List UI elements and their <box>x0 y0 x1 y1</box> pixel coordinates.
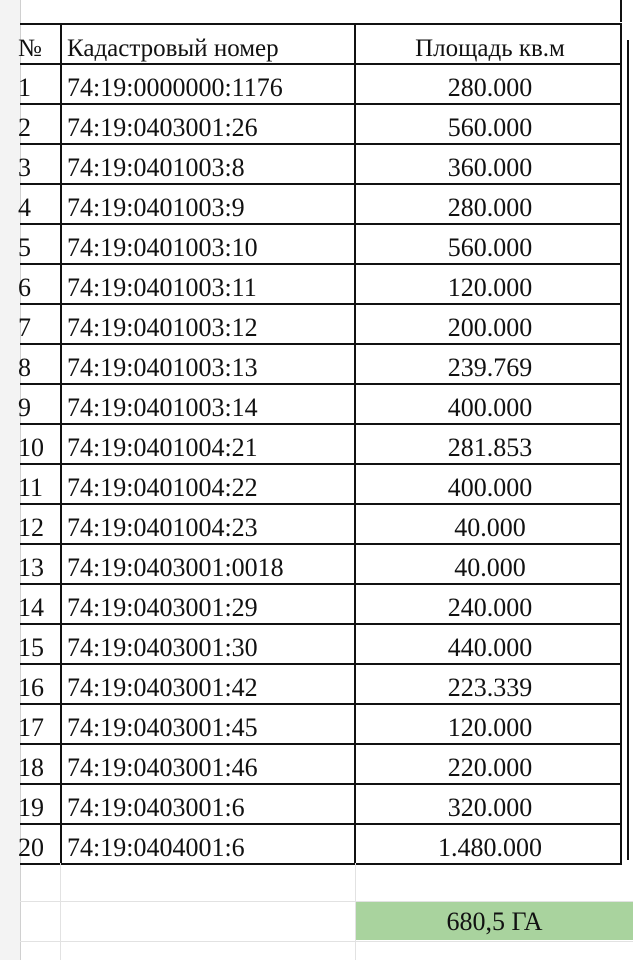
area-cell[interactable]: 240.000 <box>447 593 533 622</box>
cadastral-number-cell[interactable]: 74:19:0403001:26 <box>67 113 258 142</box>
row-num-cell[interactable]: 11 <box>18 473 44 502</box>
header-cadastral-number[interactable]: Кадастровый номер <box>67 35 279 62</box>
area-cell[interactable]: 40.000 <box>454 553 526 582</box>
top-empty-row[interactable] <box>20 0 622 22</box>
row-num-cell[interactable]: 12 <box>18 513 44 542</box>
row-num-cell[interactable]: 16 <box>18 673 44 702</box>
header-area[interactable]: Площадь кв.м <box>415 35 565 62</box>
row-num-cell[interactable]: 4 <box>18 193 31 222</box>
sheet-edge-line <box>627 40 629 860</box>
cadastral-number-cell[interactable]: 74:19:0401004:21 <box>67 433 258 462</box>
cadastral-number-cell[interactable]: 74:19:0401003:9 <box>67 193 245 222</box>
area-cell[interactable]: 281.853 <box>447 433 533 462</box>
row-num-cell[interactable]: 17 <box>18 713 44 742</box>
cadastral-number-cell[interactable]: 74:19:0404001:6 <box>67 833 245 862</box>
area-cell[interactable]: 320.000 <box>447 793 533 822</box>
row-num-cell[interactable]: 8 <box>18 353 31 382</box>
row-num-cell[interactable]: 1 <box>18 73 31 102</box>
row-num-cell[interactable]: 7 <box>18 313 31 342</box>
area-cell[interactable]: 40.000 <box>454 513 526 542</box>
sheet-gridline <box>60 863 61 960</box>
area-cell[interactable]: 400.000 <box>447 473 533 502</box>
cadastral-number-cell[interactable]: 74:19:0403001:29 <box>67 593 258 622</box>
area-cell[interactable]: 560.000 <box>447 233 533 262</box>
area-cell[interactable]: 400.000 <box>447 393 533 422</box>
cadastral-number-cell[interactable]: 74:19:0401003:14 <box>67 393 258 422</box>
area-cell[interactable]: 280.000 <box>447 193 533 222</box>
area-cell[interactable]: 200.000 <box>447 313 533 342</box>
area-cell[interactable]: 220.000 <box>447 753 533 782</box>
row-num-cell[interactable]: 13 <box>18 553 44 582</box>
cadastral-number-cell[interactable]: 74:19:0000000:1176 <box>67 73 283 102</box>
cadastral-number-cell[interactable]: 74:19:0403001:30 <box>67 633 258 662</box>
row-num-cell[interactable]: 10 <box>18 433 44 462</box>
header-num[interactable]: № <box>18 35 42 62</box>
row-num-cell[interactable]: 5 <box>18 233 31 262</box>
area-cell[interactable]: 223.339 <box>447 673 533 702</box>
row-num-cell[interactable]: 9 <box>18 393 31 422</box>
row-num-cell[interactable]: 6 <box>18 273 31 302</box>
total-area-cell[interactable]: 680,5 ГА <box>356 902 633 940</box>
row-num-cell[interactable]: 19 <box>18 793 44 822</box>
row-num-cell[interactable]: 20 <box>18 833 44 862</box>
cadastral-number-cell[interactable]: 74:19:0401003:10 <box>67 233 258 262</box>
cadastral-number-cell[interactable]: 74:19:0401003:8 <box>67 153 245 182</box>
cadastral-number-cell[interactable]: 74:19:0403001:6 <box>67 793 245 822</box>
area-cell[interactable]: 440.000 <box>447 633 533 662</box>
row-num-cell[interactable]: 14 <box>18 593 44 622</box>
cadastral-number-cell[interactable]: 74:19:0401003:11 <box>67 273 257 302</box>
cadastral-number-cell[interactable]: 74:19:0403001:42 <box>67 673 258 702</box>
cadastral-number-cell[interactable]: 74:19:0401003:12 <box>67 313 258 342</box>
row-num-cell[interactable]: 15 <box>18 633 44 662</box>
row-num-cell[interactable]: 18 <box>18 753 44 782</box>
area-cell[interactable]: 280.000 <box>447 73 533 102</box>
cadastral-number-cell[interactable]: 74:19:0401004:22 <box>67 473 258 502</box>
table-border-v <box>354 23 356 865</box>
cadastral-number-cell[interactable]: 74:19:0401004:23 <box>67 513 258 542</box>
area-cell[interactable]: 239.769 <box>447 353 533 382</box>
area-cell[interactable]: 560.000 <box>447 113 533 142</box>
area-cell[interactable]: 1.480.000 <box>438 833 542 862</box>
row-num-cell[interactable]: 2 <box>18 113 31 142</box>
cadastral-number-cell[interactable]: 74:19:0403001:0018 <box>67 553 284 582</box>
area-cell[interactable]: 120.000 <box>447 713 533 742</box>
row-num-cell[interactable]: 3 <box>18 153 31 182</box>
cadastral-number-cell[interactable]: 74:19:0403001:46 <box>67 753 258 782</box>
cadastral-number-cell[interactable]: 74:19:0403001:45 <box>67 713 258 742</box>
table-border-v <box>60 23 62 865</box>
table-border-h <box>20 23 622 25</box>
sheet-gridline <box>20 941 633 942</box>
area-cell[interactable]: 360.000 <box>447 153 533 182</box>
cadastral-number-cell[interactable]: 74:19:0401003:13 <box>67 353 258 382</box>
area-cell[interactable]: 120.000 <box>447 273 533 302</box>
